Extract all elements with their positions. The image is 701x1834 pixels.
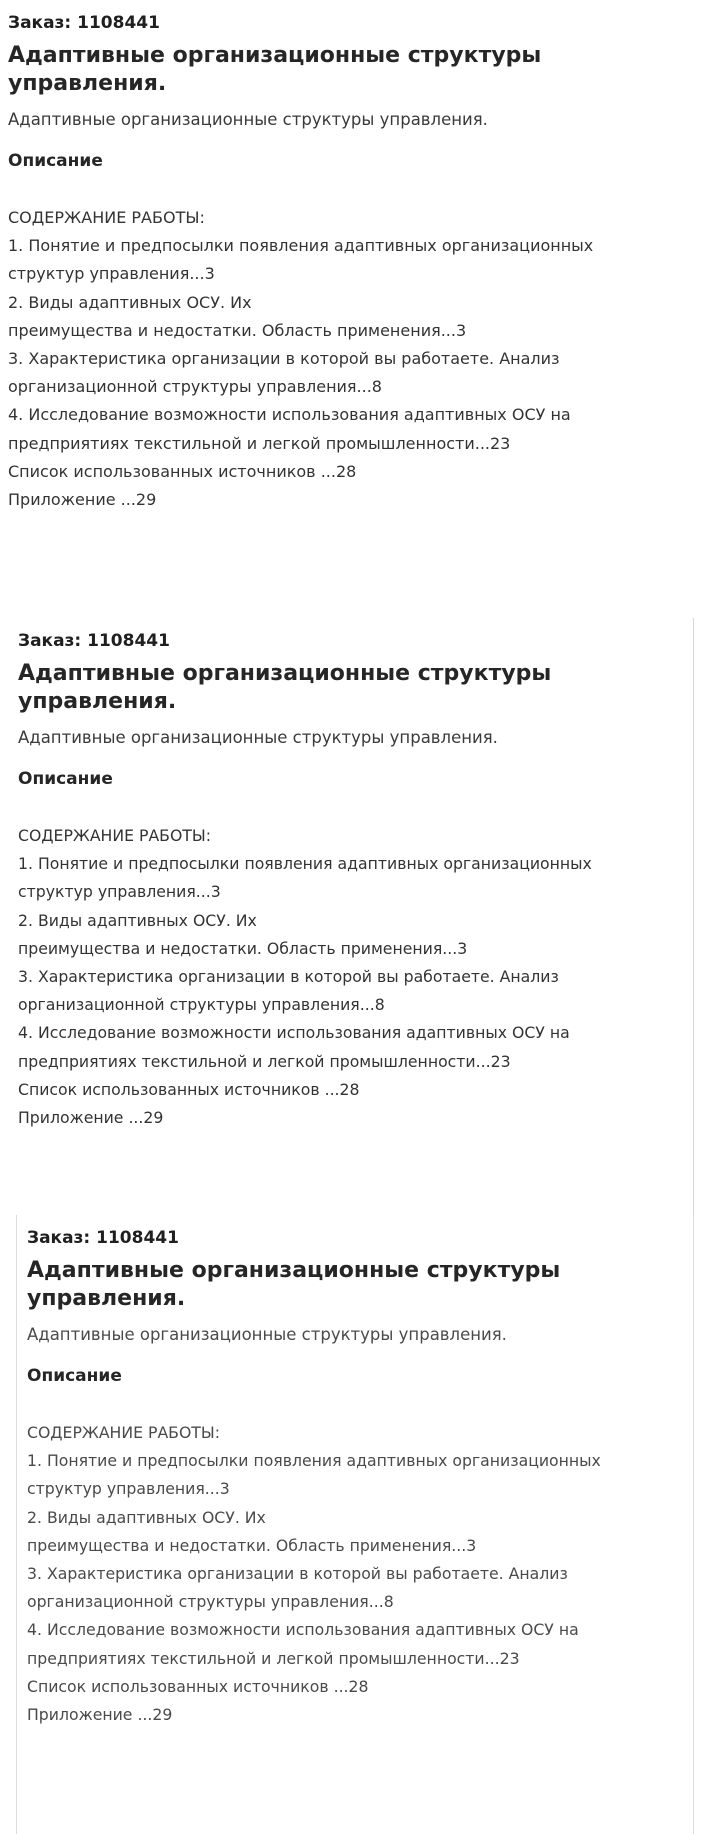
content-line: Список использованных источников ...28	[18, 1079, 360, 1099]
order-number: Заказ: 1108441	[8, 13, 160, 33]
content-line: 4. Исследование возможности использования адаптивных ОСУ на	[27, 1620, 579, 1640]
subtitle: Адаптивные организационные структуры управления.	[8, 110, 488, 129]
title-line: управления.	[8, 71, 167, 96]
content-line: Приложение ...29	[27, 1705, 173, 1725]
page-title	[27, 1257, 683, 1313]
description-content	[18, 822, 683, 1132]
content-line: 4. Исследование возможности использования адаптивных ОСУ на	[8, 405, 571, 425]
content-line: предприятиях текстильной и легкой промышленности...23	[27, 1648, 520, 1668]
subtitle: Адаптивные организационные структуры управления.	[27, 1325, 507, 1344]
content-line: 3. Характеристика организации в которой вы работаете. Анализ	[18, 967, 559, 987]
content-line: Приложение ...29	[18, 1108, 164, 1128]
page-title	[18, 660, 683, 716]
order-card-3	[16, 1215, 694, 1834]
content-line: организационной структуры управления...8	[18, 995, 385, 1015]
title-line: Адаптивные организационные структуры	[18, 661, 552, 686]
content-line: преимущества и недостатки. Область применения...3	[8, 320, 467, 340]
content-line: предприятиях текстильной и легкой промышленности...23	[8, 433, 511, 453]
content-line: 2. Виды адаптивных ОСУ. Их	[18, 910, 257, 930]
content-line: организационной структуры управления...8	[8, 377, 382, 397]
content-line: структур управления...3	[8, 264, 215, 284]
description-heading: Описание	[18, 769, 113, 789]
subtitle: Адаптивные организационные структуры управления.	[18, 728, 498, 747]
title-line: Адаптивные организационные структуры	[27, 1258, 561, 1283]
content-line: преимущества и недостатки. Область применения...3	[27, 1535, 477, 1555]
content-line: преимущества и недостатки. Область применения...3	[18, 938, 468, 958]
description-content	[27, 1419, 683, 1729]
content-line: 1. Понятие и предпосылки появления адаптивных организационных	[27, 1451, 601, 1471]
content-line: 1. Понятие и предпосылки появления адаптивных организационных	[8, 236, 594, 256]
title-line: управления.	[27, 1286, 186, 1311]
content-line: СОДЕРЖАНИЕ РАБОТЫ:	[27, 1423, 220, 1442]
content-line: структур управления...3	[18, 882, 221, 902]
content-line: Список использованных источников ...28	[27, 1676, 369, 1696]
content-line: СОДЕРЖАНИЕ РАБОТЫ:	[18, 826, 211, 845]
content-line: Список использованных источников ...28	[8, 461, 357, 481]
content-line: структур управления...3	[27, 1479, 230, 1499]
title-line: Адаптивные организационные структуры	[8, 43, 542, 68]
page-title	[8, 42, 693, 98]
content-line: 2. Виды адаптивных ОСУ. Их	[8, 292, 252, 312]
content-line: 3. Характеристика организации в которой вы работаете. Анализ	[8, 349, 560, 369]
content-line: предприятиях текстильной и легкой промышленности...23	[18, 1051, 511, 1071]
title-line: управления.	[18, 689, 177, 714]
description-heading: Описание	[8, 151, 103, 171]
content-line: организационной структуры управления...8	[27, 1592, 394, 1612]
order-number: Заказ: 1108441	[18, 631, 170, 651]
order-card-2	[8, 618, 694, 1218]
order-card-1	[0, 0, 701, 600]
description-content	[8, 204, 693, 514]
content-line: 4. Исследование возможности использования адаптивных ОСУ на	[18, 1023, 570, 1043]
content-line: 1. Понятие и предпосылки появления адаптивных организационных	[18, 854, 592, 874]
content-line: Приложение ...29	[8, 490, 157, 510]
order-number: Заказ: 1108441	[27, 1228, 179, 1248]
content-line: СОДЕРЖАНИЕ РАБОТЫ:	[8, 208, 205, 227]
content-line: 2. Виды адаптивных ОСУ. Их	[27, 1507, 266, 1527]
description-heading: Описание	[27, 1366, 122, 1386]
content-line: 3. Характеристика организации в которой вы работаете. Анализ	[27, 1564, 568, 1584]
